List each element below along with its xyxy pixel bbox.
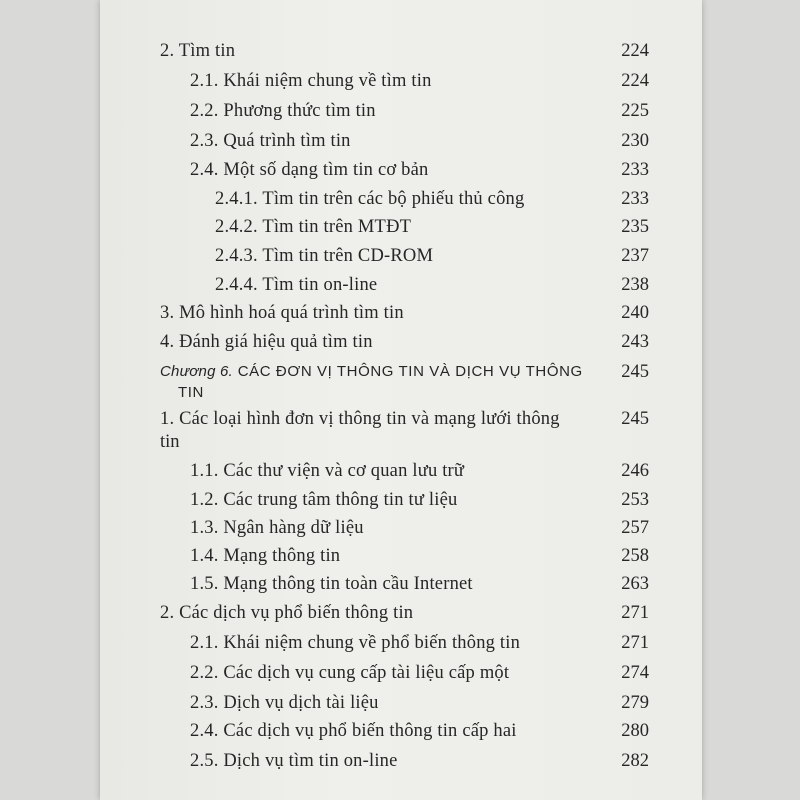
- toc-page-number: 279: [621, 693, 649, 713]
- toc-entry: [100, 159, 702, 185]
- toc-entry-title: 2. Tìm tin: [160, 41, 236, 61]
- toc-entry: [100, 100, 702, 126]
- toc-page-number: 233: [621, 189, 649, 209]
- toc-entry: [100, 573, 702, 599]
- toc-page-number: 246: [621, 461, 649, 481]
- toc-entry: [100, 750, 702, 776]
- book-page: [100, 0, 702, 800]
- toc-entry-title: 2.1. Khái niệm chung về tìm tin: [190, 71, 432, 91]
- toc-entry-title: 2.5. Dịch vụ tìm tin on-line: [190, 751, 398, 771]
- toc-entry-title: 2.2. Phương thức tìm tin: [190, 101, 376, 121]
- toc-entry: [100, 602, 702, 628]
- toc-page-number: 230: [621, 131, 649, 151]
- toc-entry-title: 1.1. Các thư viện và cơ quan lưu trữ: [190, 461, 465, 481]
- toc-entry: [100, 720, 702, 746]
- toc-entry-title: 2.4. Các dịch vụ phổ biến thông tin cấp hai: [190, 721, 517, 741]
- toc-entry-title: 2.4. Một số dạng tìm tin cơ bản: [190, 160, 429, 180]
- toc-entry-continuation: TIN: [178, 384, 204, 401]
- toc-entry: [100, 302, 702, 328]
- toc-page-number: 280: [621, 721, 649, 741]
- toc-page-number: 282: [621, 751, 649, 771]
- toc-entry-title: 3. Mô hình hoá quá trình tìm tin: [160, 303, 404, 323]
- toc-entry: [100, 489, 702, 515]
- toc-entry-title: 4. Đánh giá hiệu quả tìm tin: [160, 332, 373, 352]
- toc-page-number: 224: [621, 41, 649, 61]
- toc-entry: [100, 70, 702, 96]
- toc-entry: [100, 331, 702, 357]
- toc-page-number: 257: [621, 518, 649, 538]
- toc-entry-title: 2. Các dịch vụ phổ biến thông tin: [160, 603, 414, 623]
- toc-entry: [100, 545, 702, 571]
- toc-entry: [100, 408, 702, 434]
- toc-entry: [100, 130, 702, 156]
- toc-entry: [100, 460, 702, 486]
- toc-entry-title: 1.5. Mạng thông tin toàn cầu Internet: [190, 574, 473, 594]
- toc-entry-title: 2.1. Khái niệm chung về phổ biến thông tin: [190, 633, 521, 653]
- toc-entry: [100, 245, 702, 271]
- toc-entry-title: 2.4.1. Tìm tin trên các bộ phiếu thủ công: [215, 189, 525, 209]
- toc-entry-continuation: tin: [160, 432, 180, 452]
- toc-entry-title: 1.4. Mạng thông tin: [190, 546, 341, 566]
- toc-page-number: 258: [621, 546, 649, 566]
- toc-page-number: 263: [621, 574, 649, 594]
- toc-entry: [100, 662, 702, 688]
- toc-page-number: 245: [621, 362, 649, 382]
- toc-entry: [100, 274, 702, 300]
- chapter-label: Chương 6.: [160, 363, 233, 380]
- toc-entry-title: 2.3. Quá trình tìm tin: [190, 131, 351, 151]
- toc-entry-title: 1.2. Các trung tâm thông tin tư liệu: [190, 490, 458, 510]
- toc-entry-title: 1.3. Ngân hàng dữ liệu: [190, 518, 364, 538]
- toc-page-number: 240: [621, 303, 649, 323]
- toc-page-number: 225: [621, 101, 649, 121]
- toc-entry: [100, 632, 702, 658]
- toc-page-number: 243: [621, 332, 649, 352]
- toc-entry-title: 2.4.3. Tìm tin trên CD-ROM: [215, 246, 434, 266]
- toc-page-number: 237: [621, 246, 649, 266]
- toc-entry: [100, 188, 702, 214]
- toc-page-number: 238: [621, 275, 649, 295]
- toc-entry-title: 2.4.4. Tìm tin on-line: [215, 275, 378, 295]
- toc-page-number: 271: [621, 603, 649, 623]
- toc-entry: [100, 517, 702, 543]
- toc-entry-title: 2.3. Dịch vụ dịch tài liệu: [190, 693, 379, 713]
- toc-entry: [100, 692, 702, 718]
- toc-page-number: 274: [621, 663, 649, 683]
- toc-page-number: 235: [621, 217, 649, 237]
- toc-entry-title: [160, 361, 583, 383]
- table-of-contents: [100, 0, 702, 800]
- toc-entry-title: 1. Các loại hình đơn vị thông tin và mạng lưới thông: [160, 409, 560, 429]
- toc-entry-title: 2.4.2. Tìm tin trên MTĐT: [215, 217, 412, 237]
- chapter-title: CÁC ĐƠN VỊ THÔNG TIN VÀ DỊCH VỤ THÔNG: [232, 363, 583, 380]
- toc-page-number: 253: [621, 490, 649, 510]
- toc-entry: [100, 40, 702, 66]
- toc-entry-title: 2.2. Các dịch vụ cung cấp tài liệu cấp một: [190, 663, 510, 683]
- toc-entry: [100, 216, 702, 242]
- toc-page-number: 271: [621, 633, 649, 653]
- toc-page-number: 224: [621, 71, 649, 91]
- toc-page-number: 245: [621, 409, 649, 429]
- toc-page-number: 233: [621, 160, 649, 180]
